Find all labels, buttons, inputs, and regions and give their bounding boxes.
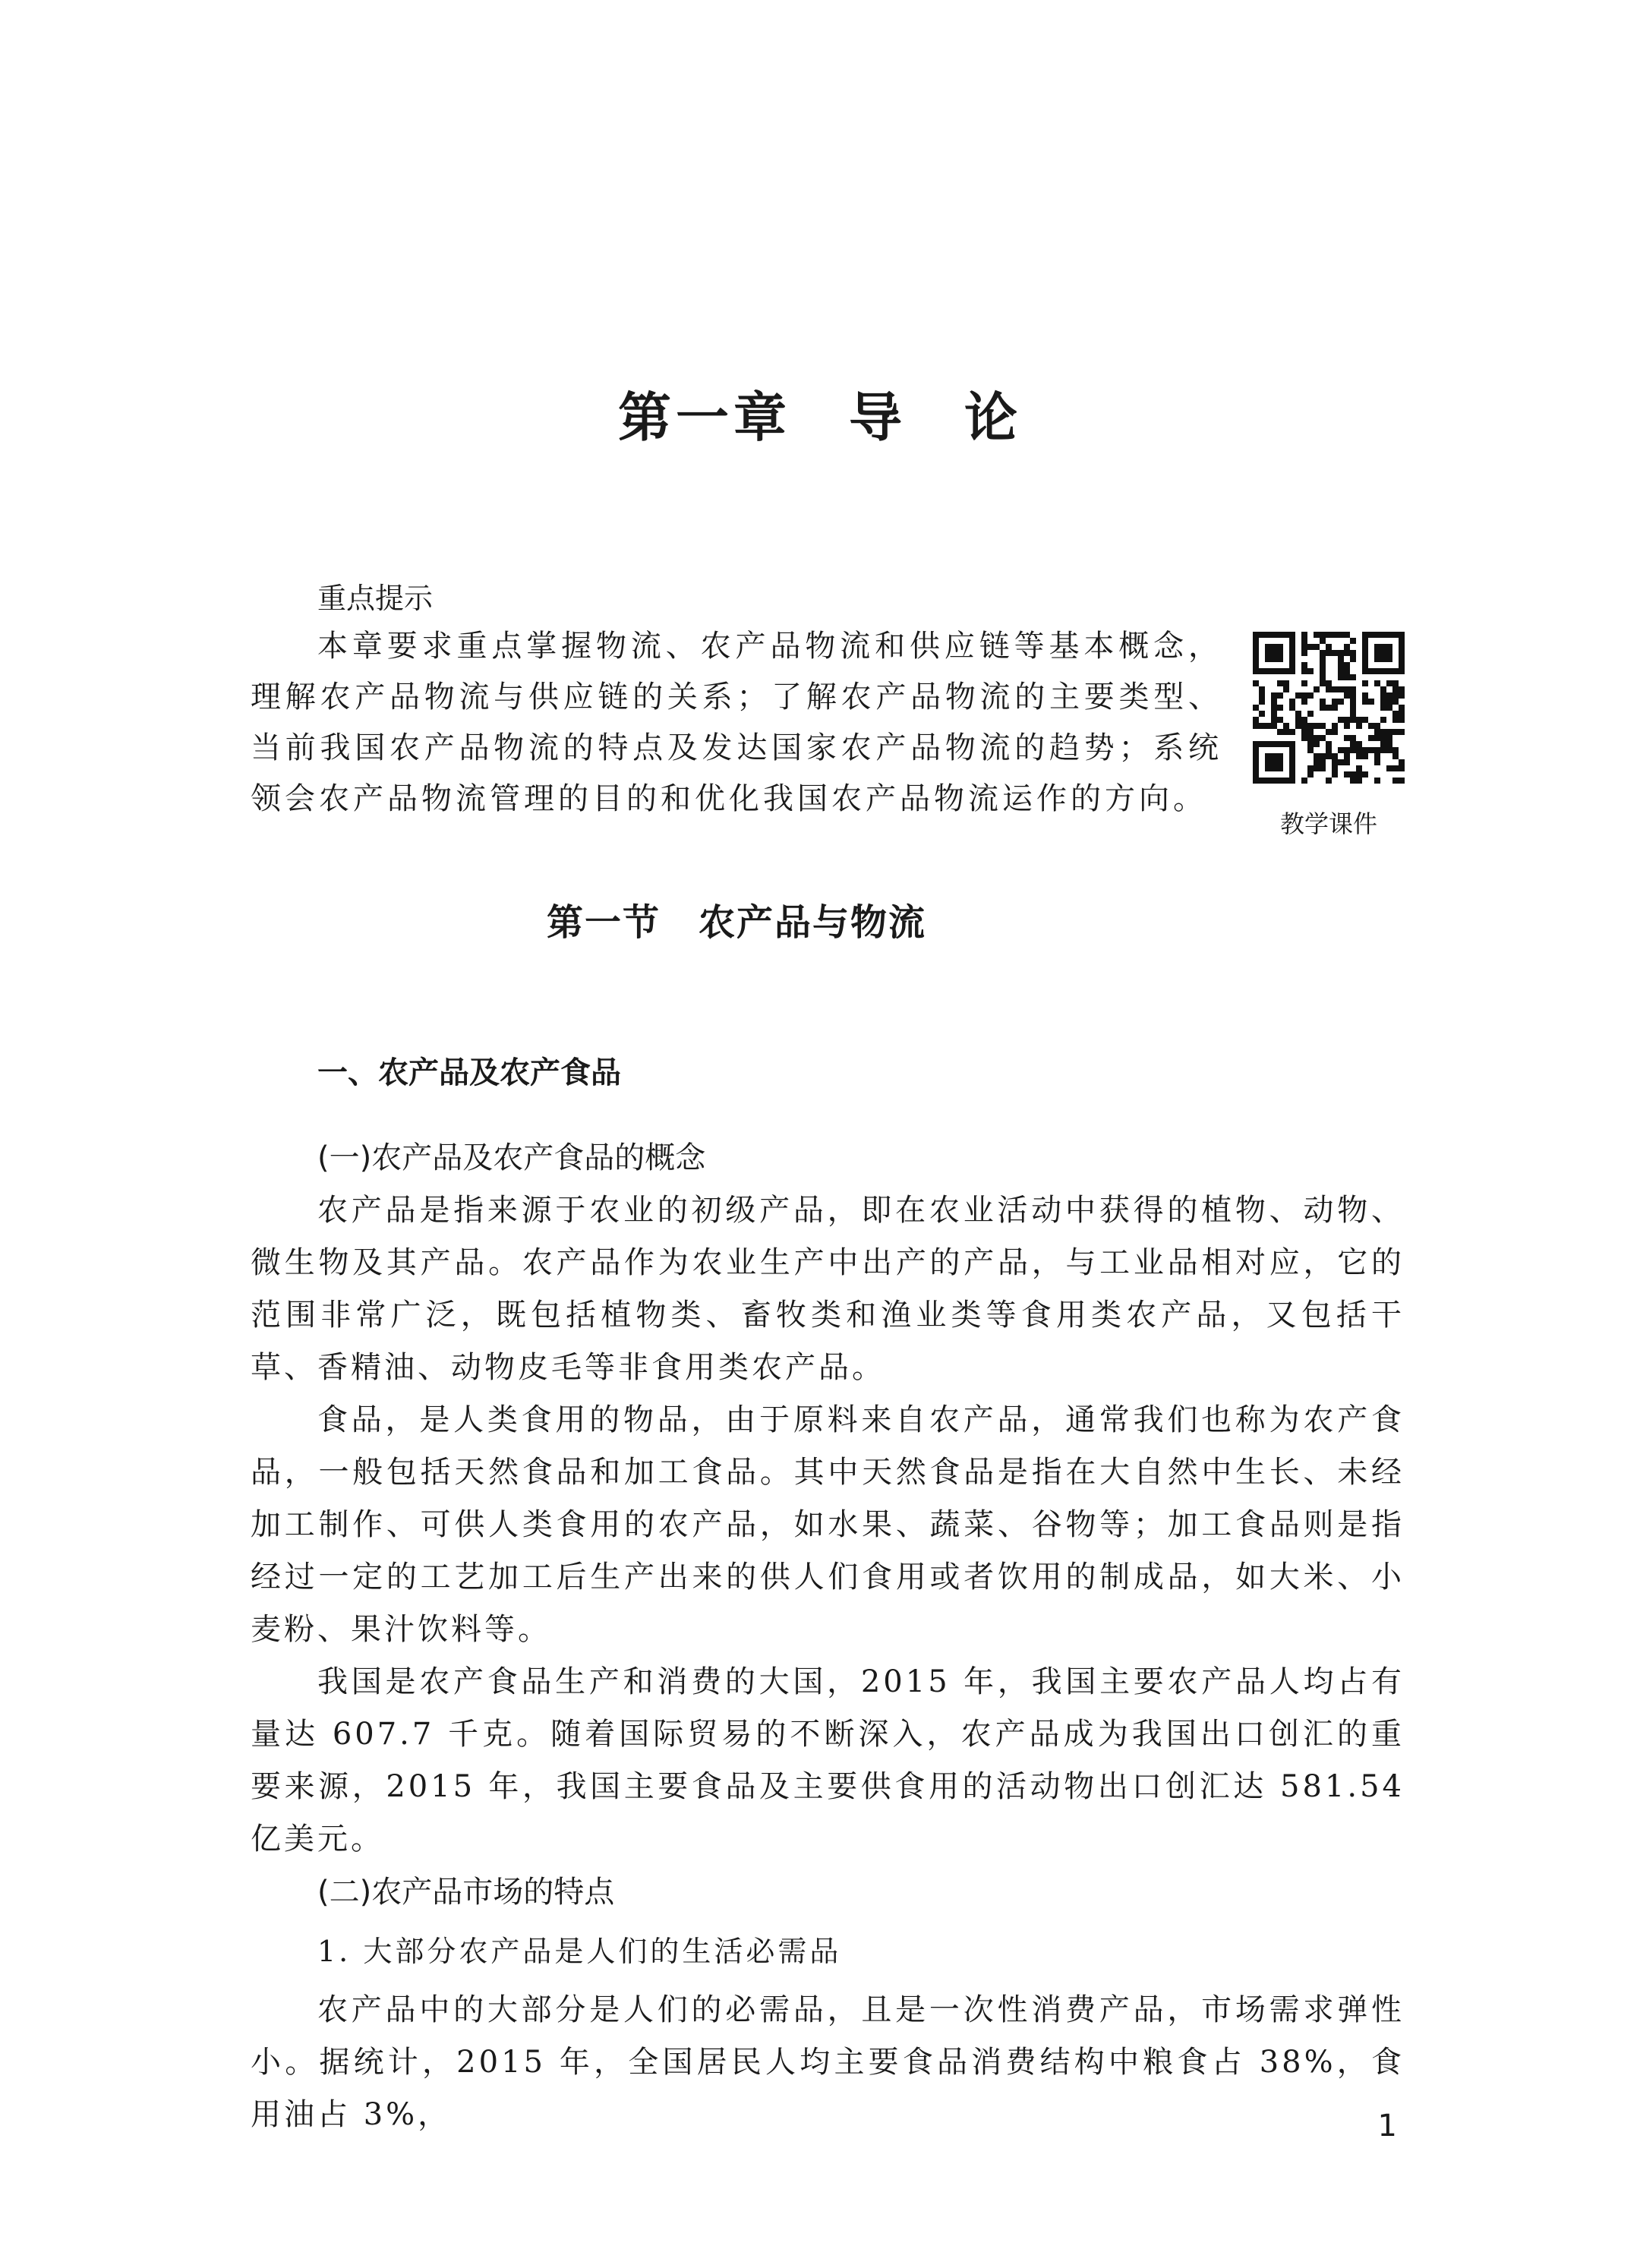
chapter-title: 第一章 导 论 bbox=[618, 386, 1022, 449]
paragraph-food-definition: 食品，是人类食用的物品，由于原料来自农产品，通常我们也称为农产食品，一般包括天然食品和加工食品。其中天然食品是指在大自然中生长、未经加工制作、可供人类食用的农产品，如水果、蔬菜、谷物等；加工食品则是指经过一定的工艺加工后生产出来的供人们食用或者饮用的制成品，如大米、小麦粉、果汁饮料等。 bbox=[251, 1402, 1405, 1647]
body-content bbox=[251, 1131, 1405, 2141]
paragraph-agri-products-definition: 农产品是指来源于农业的初级产品，即在农业活动中获得的植物、动物、微生物及其产品。农产品作为农业生产中出产的产品，与工业品相对应，它的范围非常广泛，既包括植物类、畜牧类和渔业类等食用类农产品，又包括干草、香精油、动物皮毛等非食用类农产品。 bbox=[251, 1193, 1405, 1385]
paragraph-china-statistics: 我国是农产食品生产和消费的大国，2015 年，我国主要农产品人均占有量达 607.7 千克。随着国际贸易的不断深入，农产品成为我国出口创汇的重要来源，2015 年，我国主要食品及主要供食用的活动物出口创汇达 581.54 亿美元。 bbox=[251, 1664, 1405, 1856]
qr-code-icon bbox=[1253, 632, 1405, 784]
part-1-heading: (一)农产品及农产食品的概念 bbox=[317, 1140, 706, 1175]
key-points-block bbox=[251, 621, 1222, 825]
qr-code[interactable] bbox=[1253, 632, 1405, 784]
item-1-heading: 1. 大部分农产品是人们的生活必需品 bbox=[317, 1935, 842, 1968]
key-points-text: 本章要求重点掌握物流、农产品物流和供应链等基本概念，理解农产品物流与供应链的关系；了解农产品物流的主要类型、当前我国农产品物流的特点及发达国家农产品物流的趋势；系统领会农产品物流管理的目的和优化我国农产品物流运作的方向。 bbox=[251, 629, 1222, 816]
part-2-heading: (二)农产品市场的特点 bbox=[317, 1875, 615, 1910]
qr-caption: 教学课件 bbox=[1279, 809, 1377, 838]
page-number: 1 bbox=[1377, 2109, 1397, 2143]
subsection-heading: 一、农产品及农产食品 bbox=[317, 1055, 621, 1090]
section-title: 第一节 农产品与物流 bbox=[546, 901, 926, 944]
key-points-heading: 重点提示 bbox=[317, 582, 434, 615]
paragraph-necessities: 农产品中的大部分是人们的必需品，且是一次性消费产品，市场需求弹性小。据统计，2015 年，全国居民人均主要食品消费结构中粮食占 38%，食用油占 3%， bbox=[251, 1992, 1405, 2132]
